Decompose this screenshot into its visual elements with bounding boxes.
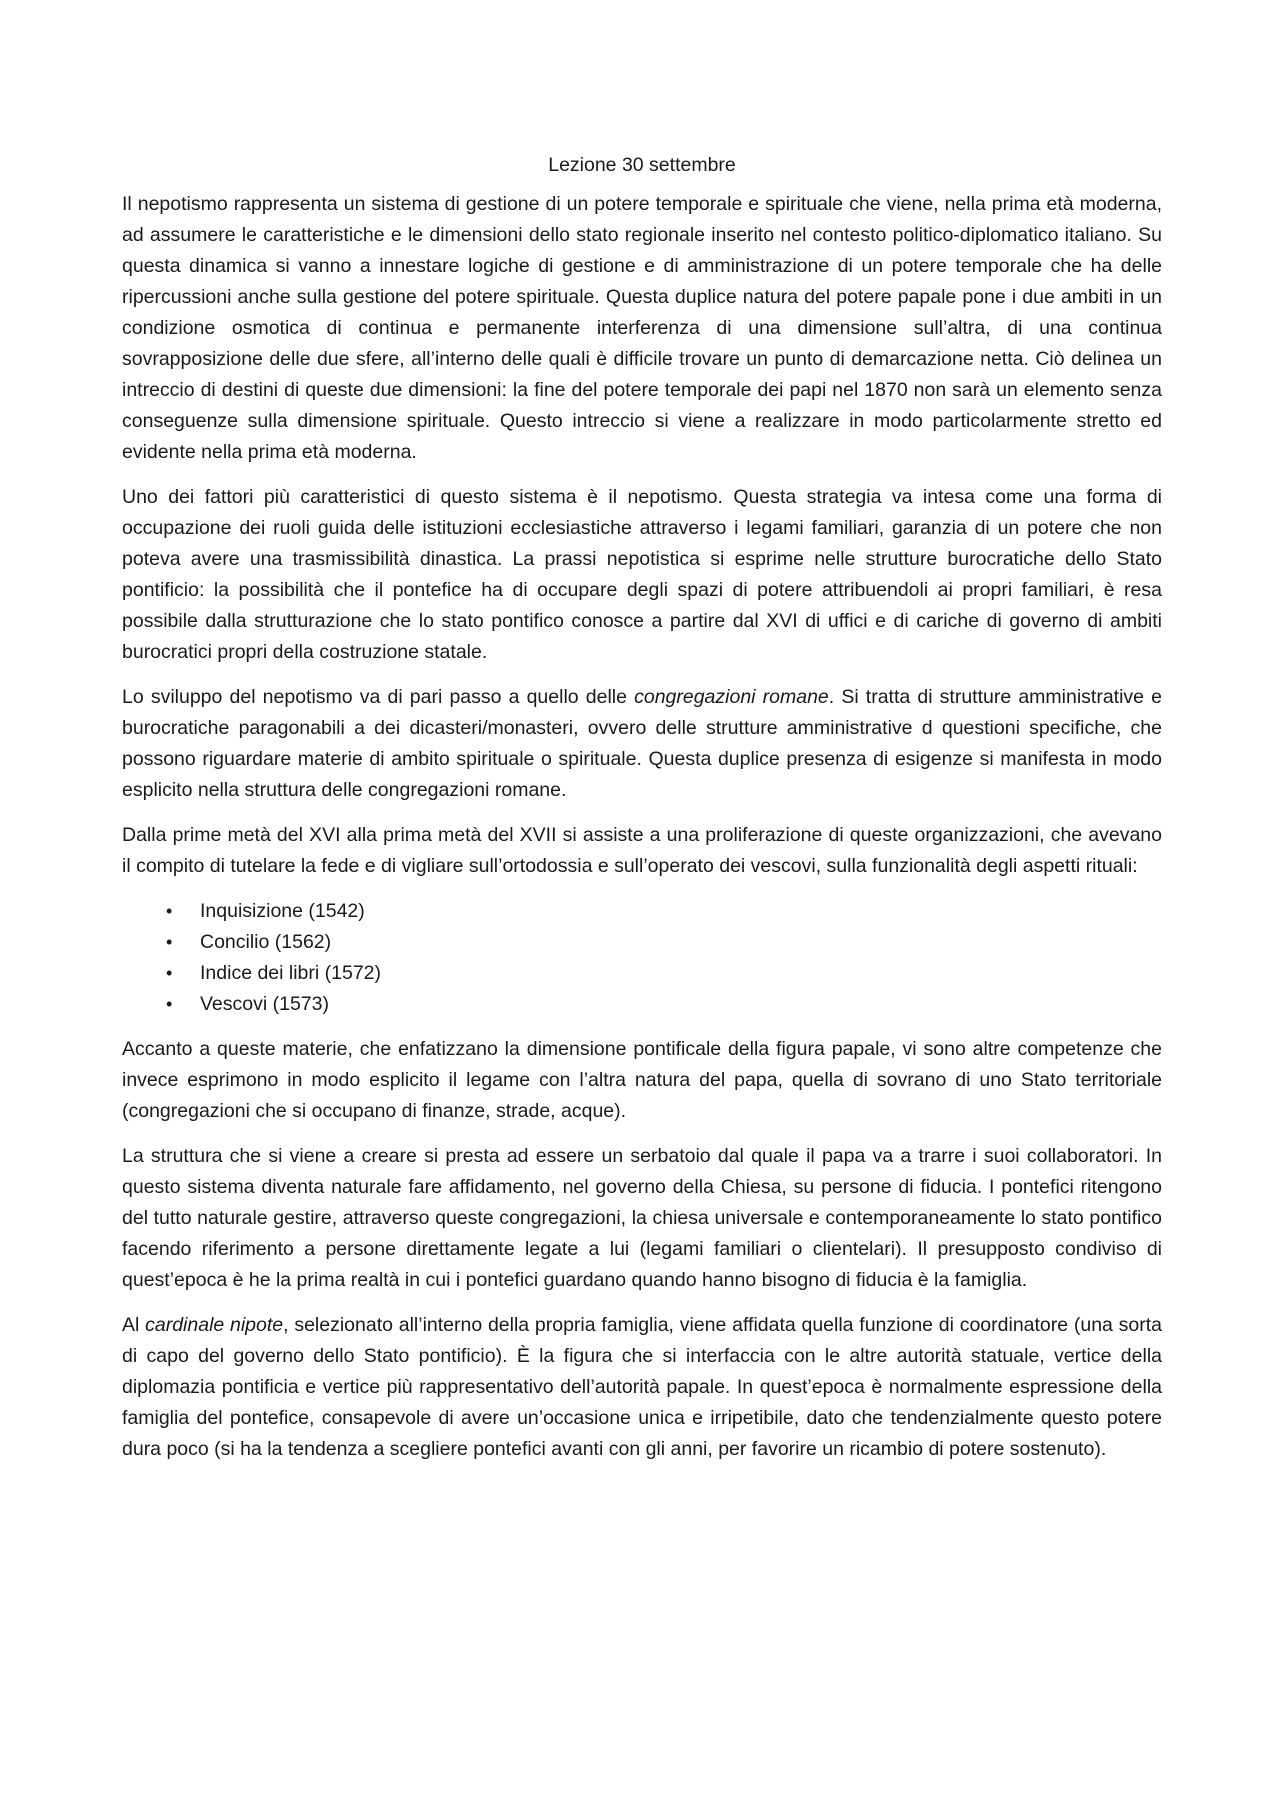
list-item-label: Concilio (1562): [200, 931, 332, 953]
paragraph-6: La struttura che si viene a creare si presta ad essere un serbatoio dal quale il papa va a trarre i suoi collaboratori. In questo sistema diventa naturale fare affidamento, nel governo della Chiesa, su persone di fiducia. I pontefici ritengono del tutto naturale gestire, attraverso queste congregazioni, la chiesa universale e contemporaneamente lo stato pontifico facendo riferimento a persone direttamente legate a lui (legami familiari o clientelari). Il presupposto condiviso di quest’epoca è he la prima realtà in cui i pontefici guardano quando hanno bisogno di fiducia è la famiglia.: [122, 1145, 1162, 1291]
paragraph-3: [122, 682, 1162, 806]
document-page: [122, 150, 1162, 1479]
paragraph-3-emphasis: congregazioni romane: [634, 686, 829, 708]
bullet-icon: •: [166, 901, 173, 921]
paragraph-3-text-a: Lo sviluppo del nepotismo va di pari passo a quello delle: [122, 686, 635, 708]
list-item-label: Inquisizione (1542): [200, 900, 365, 922]
paragraph-2: Uno dei fattori più caratteristici di questo sistema è il nepotismo. Questa strategia va intesa come una forma di occupazione dei ruoli guida delle istituzioni ecclesiastiche attraverso i legami familiari, garanzia di un potere che non poteva avere una trasmissibilità dinastica. La prassi nepotistica si esprime nelle strutture burocratiche dello Stato pontificio: la possibilità che il pontefice ha di occupare degli spazi di potere attribuendoli ai propri familiari, è resa possibile dalla strutturazione che lo stato pontifico conosce a partire dal XVI di uffici e di cariche di governo di ambiti burocratici propri della costruzione statale.: [122, 486, 1162, 663]
paragraph-7: [122, 1310, 1162, 1465]
list-item: [122, 896, 1162, 927]
bullet-list: [122, 896, 1162, 1020]
document-title: Lezione 30 settembre: [548, 154, 736, 176]
list-item-label: Vescovi (1573): [200, 993, 329, 1015]
list-item: [122, 989, 1162, 1020]
paragraph-5: Accanto a queste materie, che enfatizzano la dimensione pontificale della figura papale, vi sono altre competenze che invece esprimono in modo esplicito il legame con l’altra natura del papa, quella di sovrano di uno Stato territoriale (congregazioni che si occupano di finanze, strade, acque).: [122, 1038, 1162, 1122]
list-item: [122, 958, 1162, 989]
list-item-label: Indice dei libri (1572): [200, 962, 382, 984]
paragraph-4: Dalla prime metà del XVI alla prima metà del XVII si assiste a una proliferazione di queste organizzazioni, che avevano il compito di tutelare la fede e di vigliare sull’ortodossia e sull’operato dei vescovi, sulla funzionalità degli aspetti rituali:: [122, 824, 1162, 877]
paragraph-7-emphasis: cardinale nipote: [145, 1314, 284, 1336]
paragraph-7-text-a: Al: [122, 1314, 146, 1336]
bullet-icon: •: [166, 963, 173, 983]
paragraph-3-text-b: . Si tratta di strutture amministrative e burocratiche paragonabili a dei dicasteri/monasteri, ovvero delle strutture amministrative d questioni specifiche, che possono riguardare materie di ambito spirituale o spirituale. Questa duplice presenza di esigenze si manifesta in modo esplicito nella struttura delle congregazioni romane.: [122, 686, 1162, 801]
paragraph-1: Il nepotismo rappresenta un sistema di gestione di un potere temporale e spirituale che viene, nella prima età moderna, ad assumere le caratteristiche e le dimensioni dello stato regionale inserito nel contesto politico-diplomatico italiano. Su questa dinamica si vanno a innestare logiche di gestione e di amministrazione di un potere temporale che ha delle ripercussioni anche sulla gestione del potere spirituale. Questa duplice natura del potere papale pone i due ambiti in un condizione osmotica di continua e permanente interferenza di una dimensione sull’altra, di una continua sovrapposizione delle due sfere, all’interno delle quali è difficile trovare un punto di demarcazione netta. Ciò delinea un intreccio di destini di queste due dimensioni: la fine del potere temporale dei papi nel 1870 non sarà un elemento senza conseguenze sulla dimensione spirituale. Questo intreccio si viene a realizzare in modo particolarmente stretto ed evidente nella prima età moderna.: [122, 193, 1162, 463]
bullet-icon: •: [166, 994, 173, 1014]
bullet-icon: •: [166, 932, 173, 952]
paragraph-7-text-b: , selezionato all’interno della propria famiglia, viene affidata quella funzione di coordinatore (una sorta di capo del governo dello Stato pontificio). È la figura che si interfaccia con le altre autorità statuale, vertice della diplomazia pontificia e vertice più rappresentativo dell’autorità papale. In quest’epoca è normalmente espressione della famiglia del pontefice, consapevole di avere un’occasione unica e irripetibile, dato che tendenzialmente questo potere dura poco (si ha la tendenza a scegliere pontefici avanti con gli anni, per favorire un ricambio di potere sostenuto).: [122, 1314, 1163, 1460]
list-item: [122, 927, 1162, 958]
